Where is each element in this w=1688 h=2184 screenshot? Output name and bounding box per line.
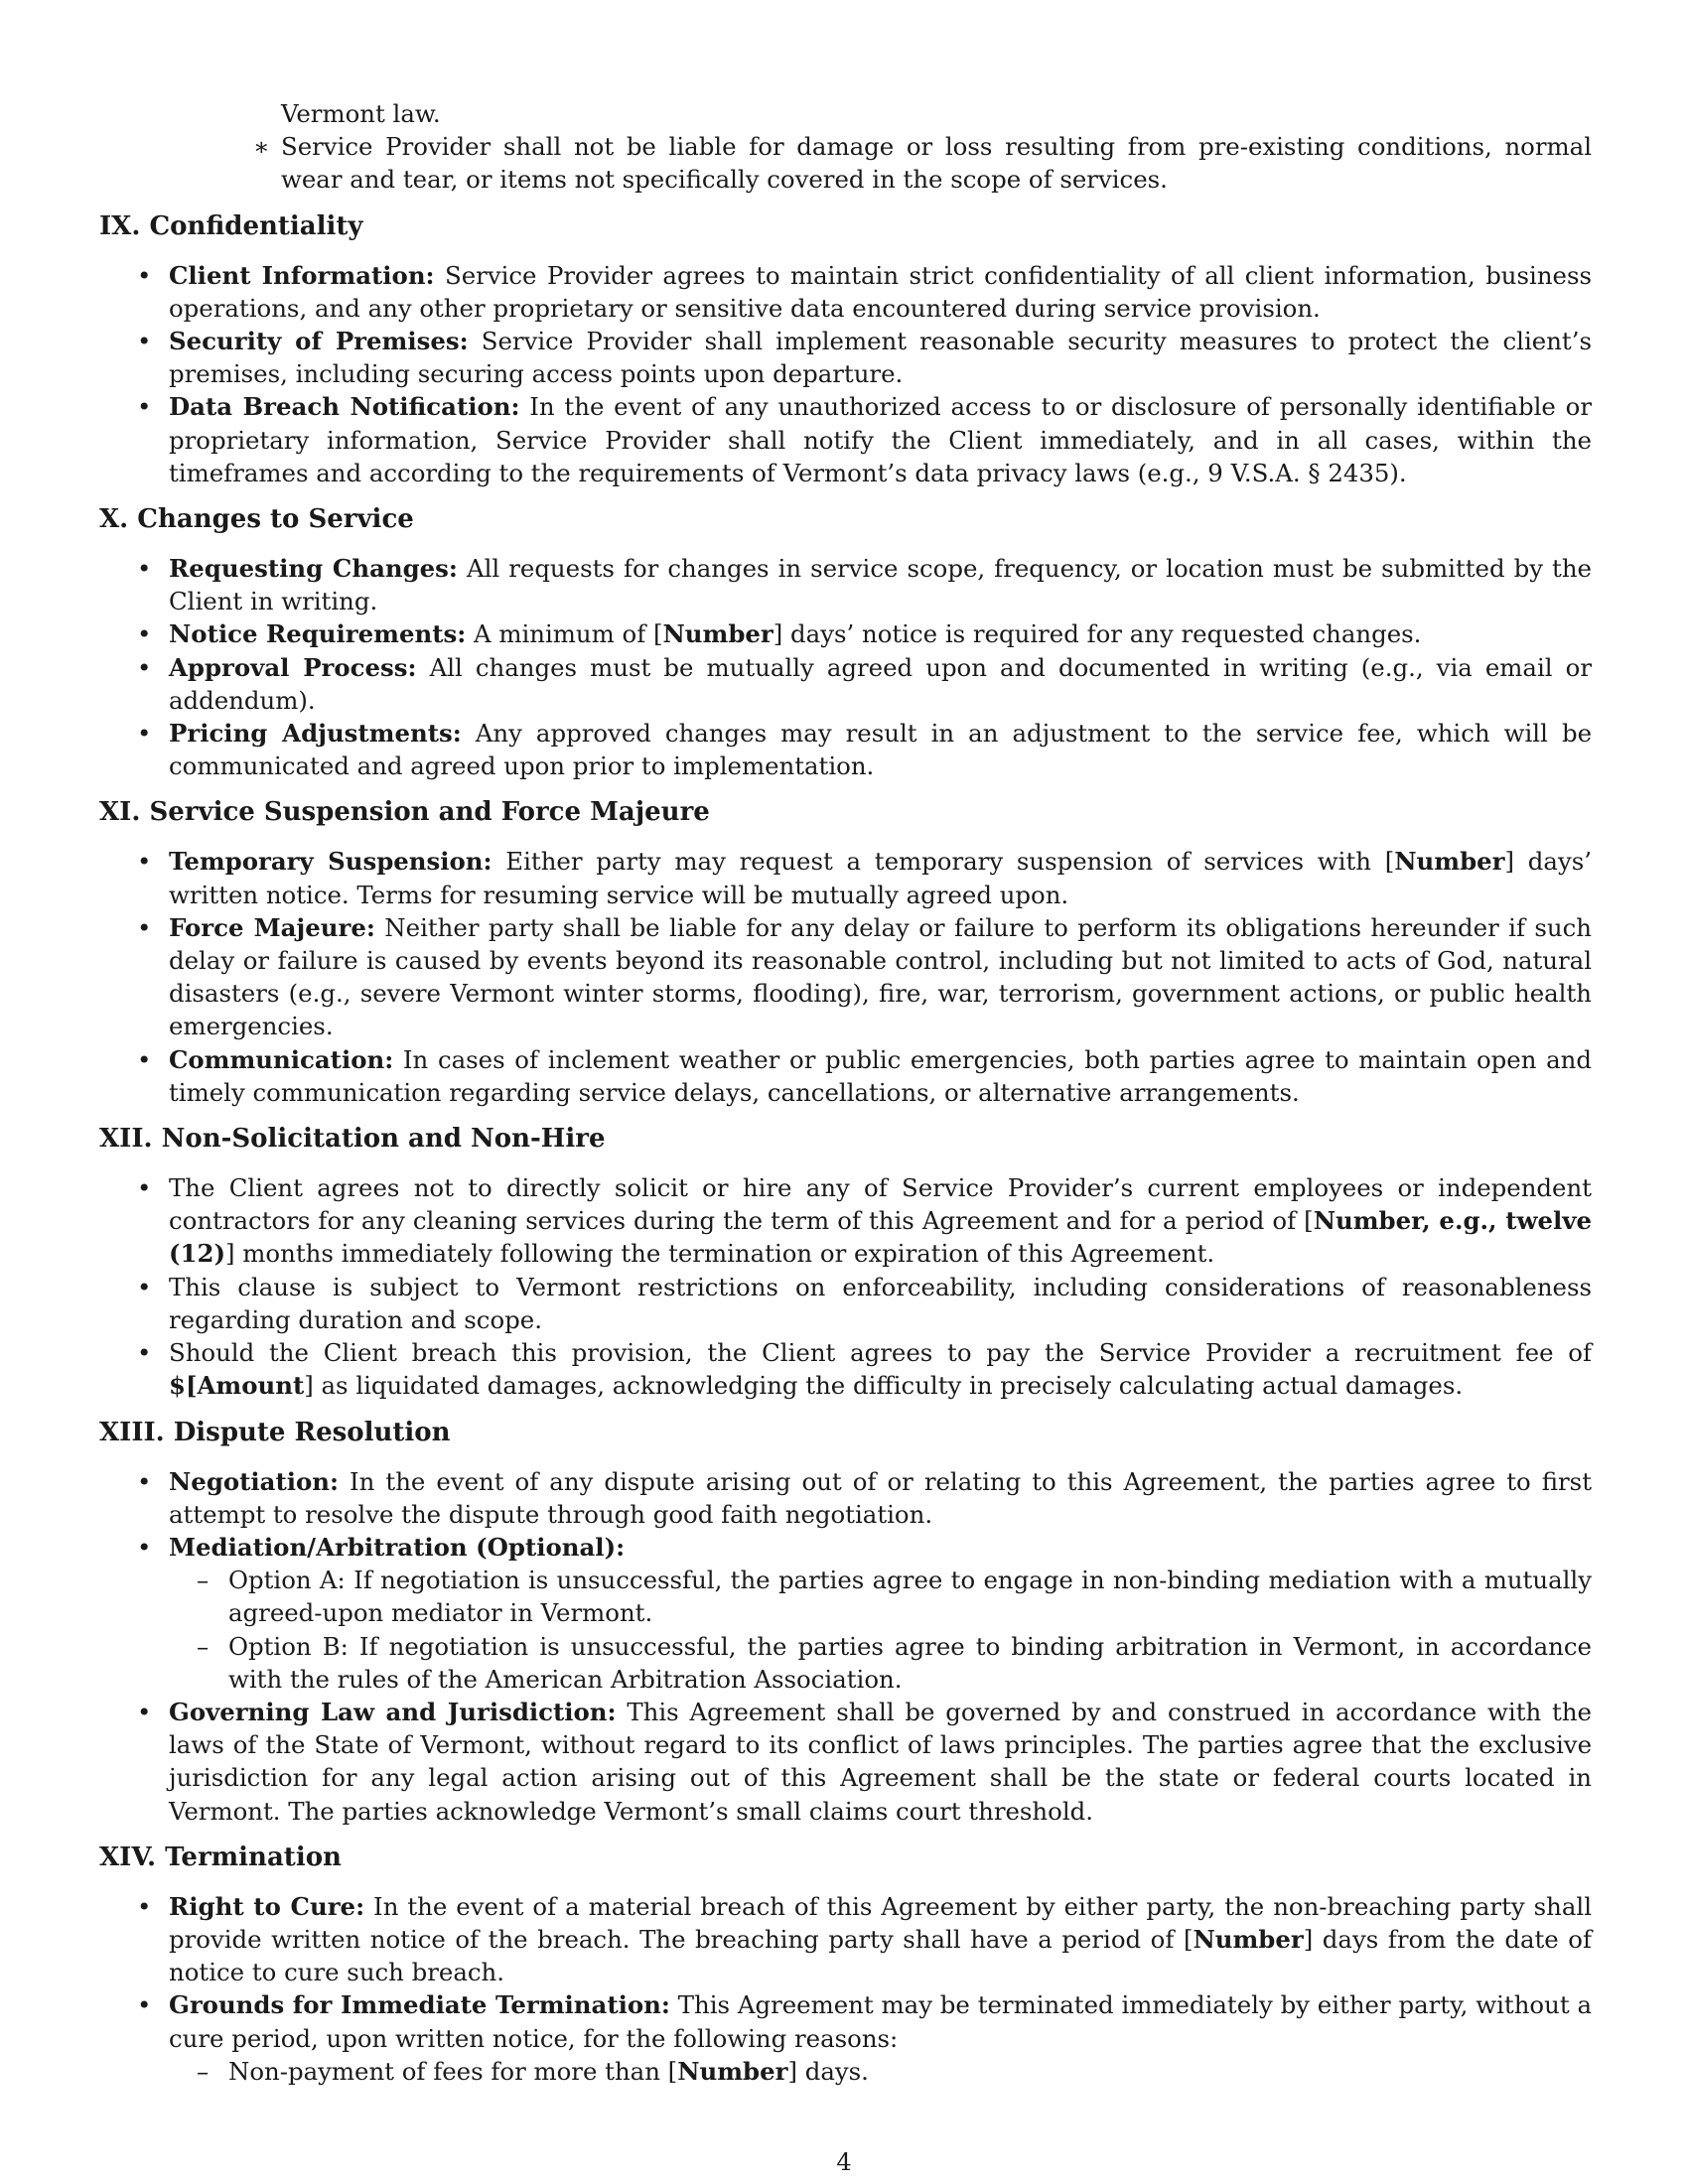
- suspension-list: [99, 845, 1592, 1109]
- item-label: Communication:: [169, 1044, 394, 1074]
- list-item: [99, 1531, 1592, 1564]
- item-label: Force Majeure:: [169, 912, 375, 942]
- list-item: • Data Breach Notification: In the event of any unauthorized access to or disclosure of personally identifiable or proprietary information, Service Provider shall notify the Client immediately, and in all cases, within the timeframes and according to the requirements of Vermont’s data privacy laws (e.g., 9 V.S.A. § 2435).: [99, 390, 1592, 489]
- item-label: Security of Premises:: [169, 327, 469, 356]
- item-label: Right to Cure:: [169, 1891, 365, 1921]
- list-item: • Grounds for Immediate Termination: This Agreement may be terminated immediately by either party, without a cure period, upon written notice, for the following reasons:: [99, 1988, 1592, 2054]
- list-item: • Should the Client breach this provision, the Client agrees to pay the Service Provider a recruitment fee of $[Amount] as liquidated damages, acknowledging the difficulty in precisely calculating actual damages.: [99, 1336, 1592, 1402]
- item-label: Client Information:: [169, 260, 435, 290]
- termination-sub-list: [99, 2055, 1592, 2088]
- item-label: Negotiation:: [169, 1466, 340, 1496]
- item-label: Grounds for Immediate Termination:: [169, 1990, 670, 2020]
- section-heading-non-solicitation: XII. Non-Solicitation and Non-Hire: [99, 1124, 606, 1155]
- item-label: Notice Requirements:: [169, 619, 467, 649]
- section-heading-dispute: XIII. Dispute Resolution: [99, 1417, 451, 1447]
- list-item: • Pricing Adjustments: Any approved changes may result in an adjustment to the service fee, which will be communicated and agreed upon prior to implementation.: [99, 717, 1592, 782]
- item-label: Mediation/Arbitration (Optional):: [169, 1532, 626, 1562]
- changes-list: [99, 552, 1592, 782]
- page-number: 4: [836, 2148, 852, 2176]
- dispute-options-list: [99, 1564, 1592, 1696]
- list-item: • The Client agrees not to directly solicit or hire any of Service Provider’s current employees or independent contractors for any cleaning services during the term of this Agreement and for a period of [Number, e.g., twelve (12)] months immediately following the termination or expiration of this Agreement.: [99, 1171, 1592, 1271]
- continuation-text: Vermont law.: [281, 99, 441, 128]
- document-body: [99, 97, 1592, 2088]
- list-item: • Security of Premises: Service Provider shall implement reasonable security measures to protect the client’s premises, including securing access points upon departure.: [99, 325, 1592, 390]
- sub-list-item: – Option B: If negotiation is unsuccessful, the parties agree to binding arbitration in Vermont, in accordance with the rules of the American Arbitration Association.: [99, 1630, 1592, 1696]
- non-solicitation-list: [99, 1171, 1592, 1402]
- item-label: Governing Law and Jurisdiction:: [169, 1697, 617, 1726]
- dispute-list: [99, 1465, 1592, 1565]
- list-item: • Requesting Changes: All requests for changes in service scope, frequency, or location must be submitted by the Client in writing.: [99, 552, 1592, 617]
- list-item: • Temporary Suspension: Either party may request a temporary suspension of services with [Number] days’ written notice. Terms for resuming service will be mutually agreed upon.: [99, 845, 1592, 910]
- limitation-list: [99, 130, 1592, 196]
- item-label: Temporary Suspension:: [169, 847, 492, 877]
- item-label: Requesting Changes:: [169, 554, 458, 584]
- list-item: • Force Majeure: Neither party shall be liable for any delay or failure to perform its obligations hereunder if such delay or failure is caused by events beyond its reasonable control, including but not limited to acts of God, natural disasters (e.g., severe Vermont winter storms, flooding), fire, war, terrorism, government actions, or public health emergencies.: [99, 911, 1592, 1043]
- sub-list-item: – Non-payment of fees for more than [Number] days.: [99, 2055, 1592, 2088]
- dispute-list-continued: [99, 1696, 1592, 1828]
- list-item: • This clause is subject to Vermont restrictions on enforceability, including considerations of reasonableness regarding duration and scope.: [99, 1271, 1592, 1336]
- list-item: • Governing Law and Jurisdiction: This Agreement shall be governed by and construed in accordance with the laws of the State of Vermont, without regard to its conflict of laws principles. The parties agree that the exclusive jurisdiction for any legal action arising out of this Agreement shall be the state or federal courts located in Vermont. The parties acknowledge Vermont’s small claims court threshold.: [99, 1696, 1592, 1828]
- list-item: • Negotiation: In the event of any dispute arising out of or relating to this Agreement, the parties agree to first attempt to resolve the dispute through good faith negotiation.: [99, 1465, 1592, 1531]
- section-heading-suspension: XI. Service Suspension and Force Majeure: [99, 797, 710, 828]
- list-item: • Communication: In cases of inclement weather or public emergencies, both parties agree to maintain open and timely communication regarding service delays, cancellations, or alternative arrangements.: [99, 1043, 1592, 1109]
- item-label: Approval Process:: [169, 652, 417, 682]
- list-item: • Notice Requirements: A minimum of [Number] days’ notice is required for any requested changes.: [99, 617, 1592, 650]
- sub-list-item: – Option A: If negotiation is unsuccessful, the parties agree to engage in non-binding mediation with a mutually agreed-upon mediator in Vermont.: [99, 1564, 1592, 1629]
- section-heading-confidentiality: IX. Confidentiality: [99, 210, 363, 241]
- list-item: ∗ Service Provider shall not be liable for damage or loss resulting from pre-existing conditions, normal wear and tear, or items not specifically covered in the scope of services.: [99, 130, 1592, 196]
- list-item: • Approval Process: All changes must be mutually agreed upon and documented in writing (e.g., via email or addendum).: [99, 651, 1592, 717]
- confidentiality-list: [99, 259, 1592, 489]
- list-item: • Client Information: Service Provider agrees to maintain strict confidentiality of all client information, business operations, and any other proprietary or sensitive data encountered during service provision.: [99, 259, 1592, 325]
- item-label: Data Breach Notification:: [169, 392, 520, 422]
- section-heading-changes: X. Changes to Service: [99, 504, 414, 535]
- section-heading-termination: XIV. Termination: [99, 1842, 342, 1872]
- item-label: Pricing Adjustments:: [169, 719, 462, 749]
- list-item: • Right to Cure: In the event of a material breach of this Agreement by either party, the non-breaching party shall provide written notice of the breach. The breaching party shall have a period of [Number] days from the date of notice to cure such breach.: [99, 1890, 1592, 1989]
- termination-list: [99, 1890, 1592, 2055]
